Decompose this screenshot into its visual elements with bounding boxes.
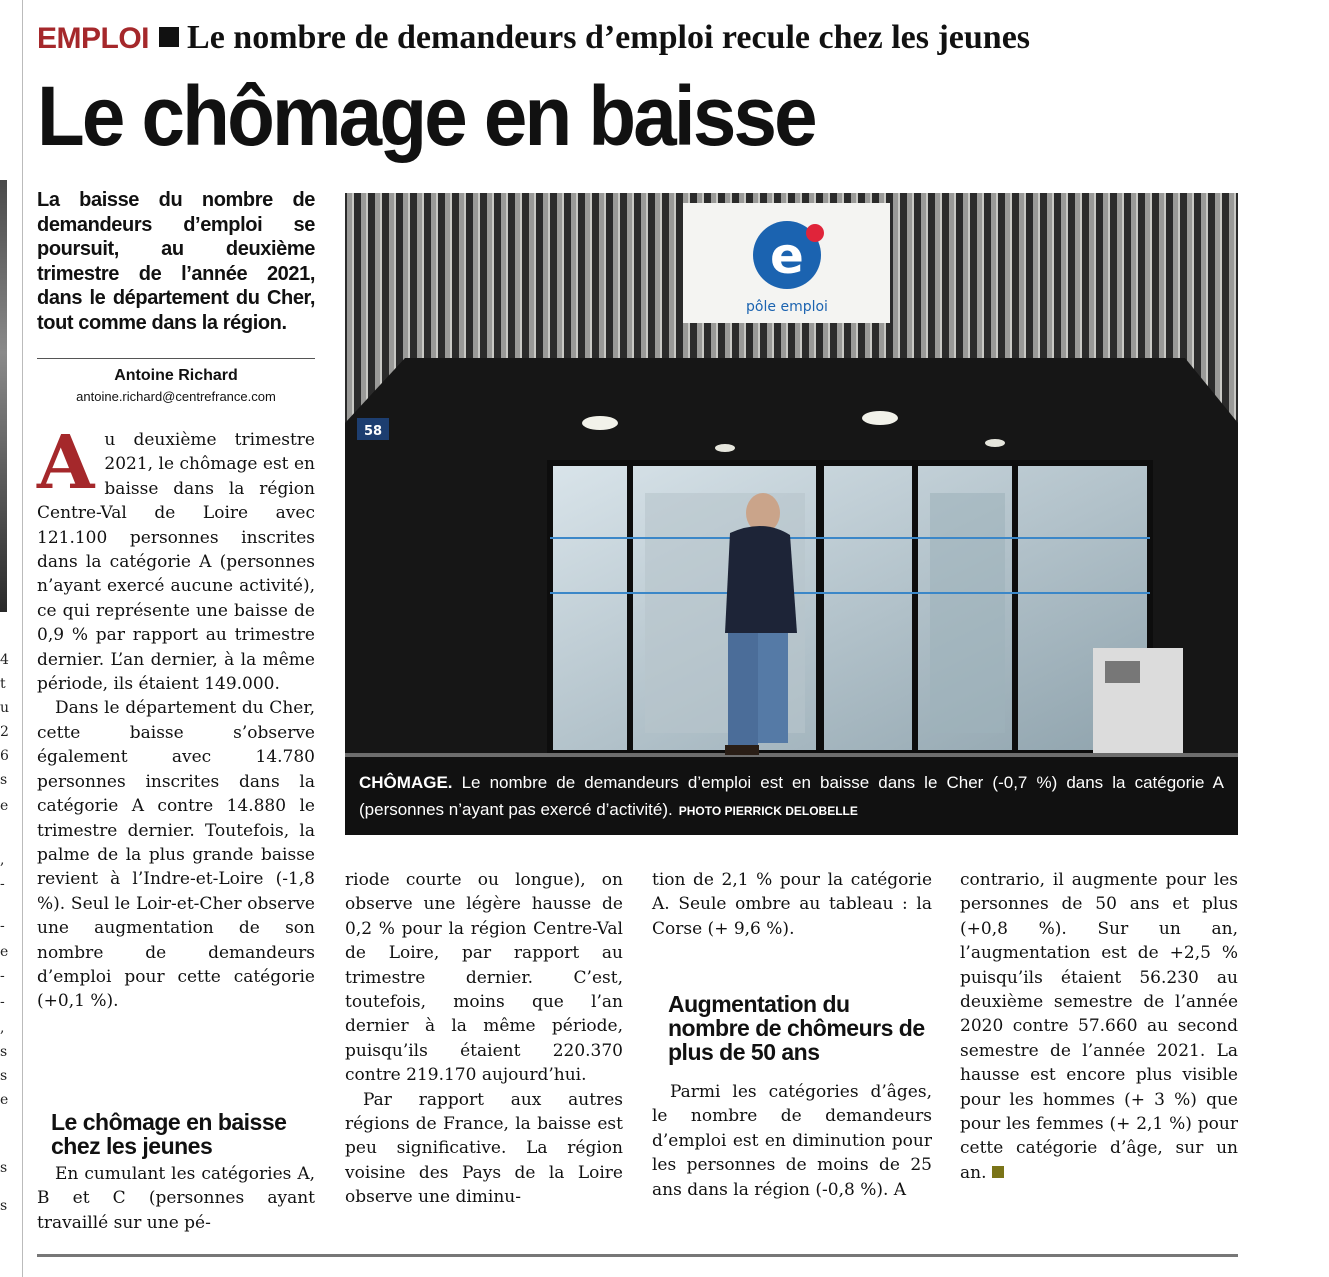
paragraph-4-end: tion de 2,1 % pour la catégorie A. Seule ombre au tableau : la Corse (+ 9,6 %).	[652, 870, 932, 939]
column-4	[960, 868, 1238, 1185]
byline-divider	[37, 358, 315, 359]
adjacent-photo-edge	[0, 180, 7, 612]
column-3-tail	[652, 1080, 932, 1202]
photo-caption	[345, 757, 1238, 835]
paragraph-5: Parmi les catégories d’âges, le nombre de demandeurs d’emploi est en diminution pour les personnes de moins de 25 ans dans la région (-0,8 %). A	[652, 1082, 932, 1200]
edge-fragment: u	[0, 700, 10, 716]
end-of-article-icon	[992, 1166, 1004, 1178]
edge-fragment: s	[0, 1160, 8, 1176]
paragraph-5-end: contrario, il augmente pour les personnes de 50 ans et plus (+0,8 %). Sur un an, l’augmentation est de +2,5 % puisqu’ils étaient 56.230 au deuxième semestre de l’année 2020 contre 57.660 au second semestre de l’année 2021. La hausse est encore plus visible pour les hommes (+ 3 %) que pour les femmes (+ 2,1 %) pour cette catégorie d’âge, sur un an.	[960, 870, 1238, 1183]
paragraph-1: Au deuxième trimestre 2021, le chômage est en baisse dans la région Centre-Val de Loire avec 121.100 personnes inscrites dans la catégorie A (personnes n’ayant exercé aucune activité), ce qui représente une baisse de 0,9 % par rapport au trimestre dernier. L’an dernier, à la même période, ils étaient 149.000.	[37, 420, 315, 695]
edge-fragment: 6	[0, 748, 9, 764]
edge-fragment: t	[0, 676, 6, 692]
rubric-label: EMPLOI	[37, 22, 150, 55]
subheading-plus-50-ans: Augmentation du nombre de chômeurs de plus de 50 ans	[668, 991, 925, 1065]
kicker-text: Le nombre de demandeurs d’emploi recule chez les jeunes	[187, 19, 1031, 56]
photo-credit: PHOTO PIERRICK DELOBELLE	[678, 804, 858, 818]
caption-label: CHÔMAGE.	[359, 773, 453, 792]
edge-fragment: e	[0, 1092, 9, 1108]
lede: La baisse du nombre de demandeurs d’emploi se poursuit, au deuxième trimestre de l’année 2021, dans le département du Cher, tout comme dans la région.	[37, 189, 315, 334]
pole-emploi-entrance-illustration	[345, 193, 1238, 835]
paragraph-3-end: riode courte ou longue), on observe une légère hausse de 0,2 % pour la région Centre-Val de Loire, par rapport au trimestre dernier. C’est, toutefois, moins que l’an dernier à la même période, puisqu’ils étaient 220.370 contre 219.170 aujourd’hui.	[345, 870, 623, 1086]
square-bullet-icon	[159, 27, 179, 47]
sign-text: pôle emploi	[746, 299, 828, 315]
headline: Le chômage en baisse	[37, 69, 815, 163]
edge-fragment: s	[0, 1044, 8, 1060]
edge-fragment: s	[0, 1198, 8, 1214]
edge-fragment: ,	[0, 1020, 5, 1036]
paragraph-4: Par rapport aux autres régions de France, la baisse est peu significative. La région voisine des Pays de la Loire observe une diminu-	[345, 1089, 623, 1208]
page-gutter-rule	[22, 0, 23, 1277]
edge-fragment: -	[0, 918, 5, 934]
number-sign: 58	[363, 424, 383, 439]
paragraph-2: Dans le département du Cher, cette baisse s’observe également avec 14.780 personnes inscrites dans la catégorie A contre 14.880 le trimestre dernier. Toutefois, la palme de la plus grande baisse revient à l’Indre-et-Loire (-1,8 %). Seul le Loir-et-Cher observe une augmentation de son nombre de demandeurs d’emploi pour cette catégorie (+0,1 %).	[37, 698, 315, 1012]
bottom-rule	[37, 1254, 1238, 1257]
edge-fragment: -	[0, 994, 5, 1010]
svg-text:e: e	[770, 227, 804, 285]
paragraph-3-start: En cumulant les catégories A, B et C (personnes ayant travaillé sur une pé-	[37, 1164, 315, 1233]
edge-fragment: e	[0, 798, 9, 814]
subheading-jeunes: Le chômage en baisse chez les jeunes	[51, 1109, 287, 1159]
edge-fragment: 4	[0, 652, 9, 668]
edge-fragment: s	[0, 1068, 8, 1084]
article-photo	[345, 193, 1238, 835]
column-1-tail	[37, 1162, 315, 1235]
edge-fragment: e	[0, 944, 9, 960]
edge-fragment: 2	[0, 724, 9, 740]
edge-fragment: -	[0, 876, 5, 892]
edge-fragment: s	[0, 772, 8, 788]
edge-fragment: ,	[0, 852, 5, 868]
column-3	[652, 868, 932, 941]
kicker	[37, 18, 1297, 58]
byline-email[interactable]: antoine.richard@centrefrance.com	[76, 389, 276, 404]
edge-fragment: -	[0, 968, 5, 984]
drop-cap: A	[37, 420, 95, 506]
column-1	[37, 420, 315, 1014]
byline-author: Antoine Richard	[114, 367, 238, 384]
column-2	[345, 868, 623, 1210]
caption-text: Le nombre de demandeurs d’emploi est en baisse dans le Cher (-0,7 %) dans la catégorie A (personnes n’ayant pas exercé d’activité).	[359, 773, 1224, 819]
